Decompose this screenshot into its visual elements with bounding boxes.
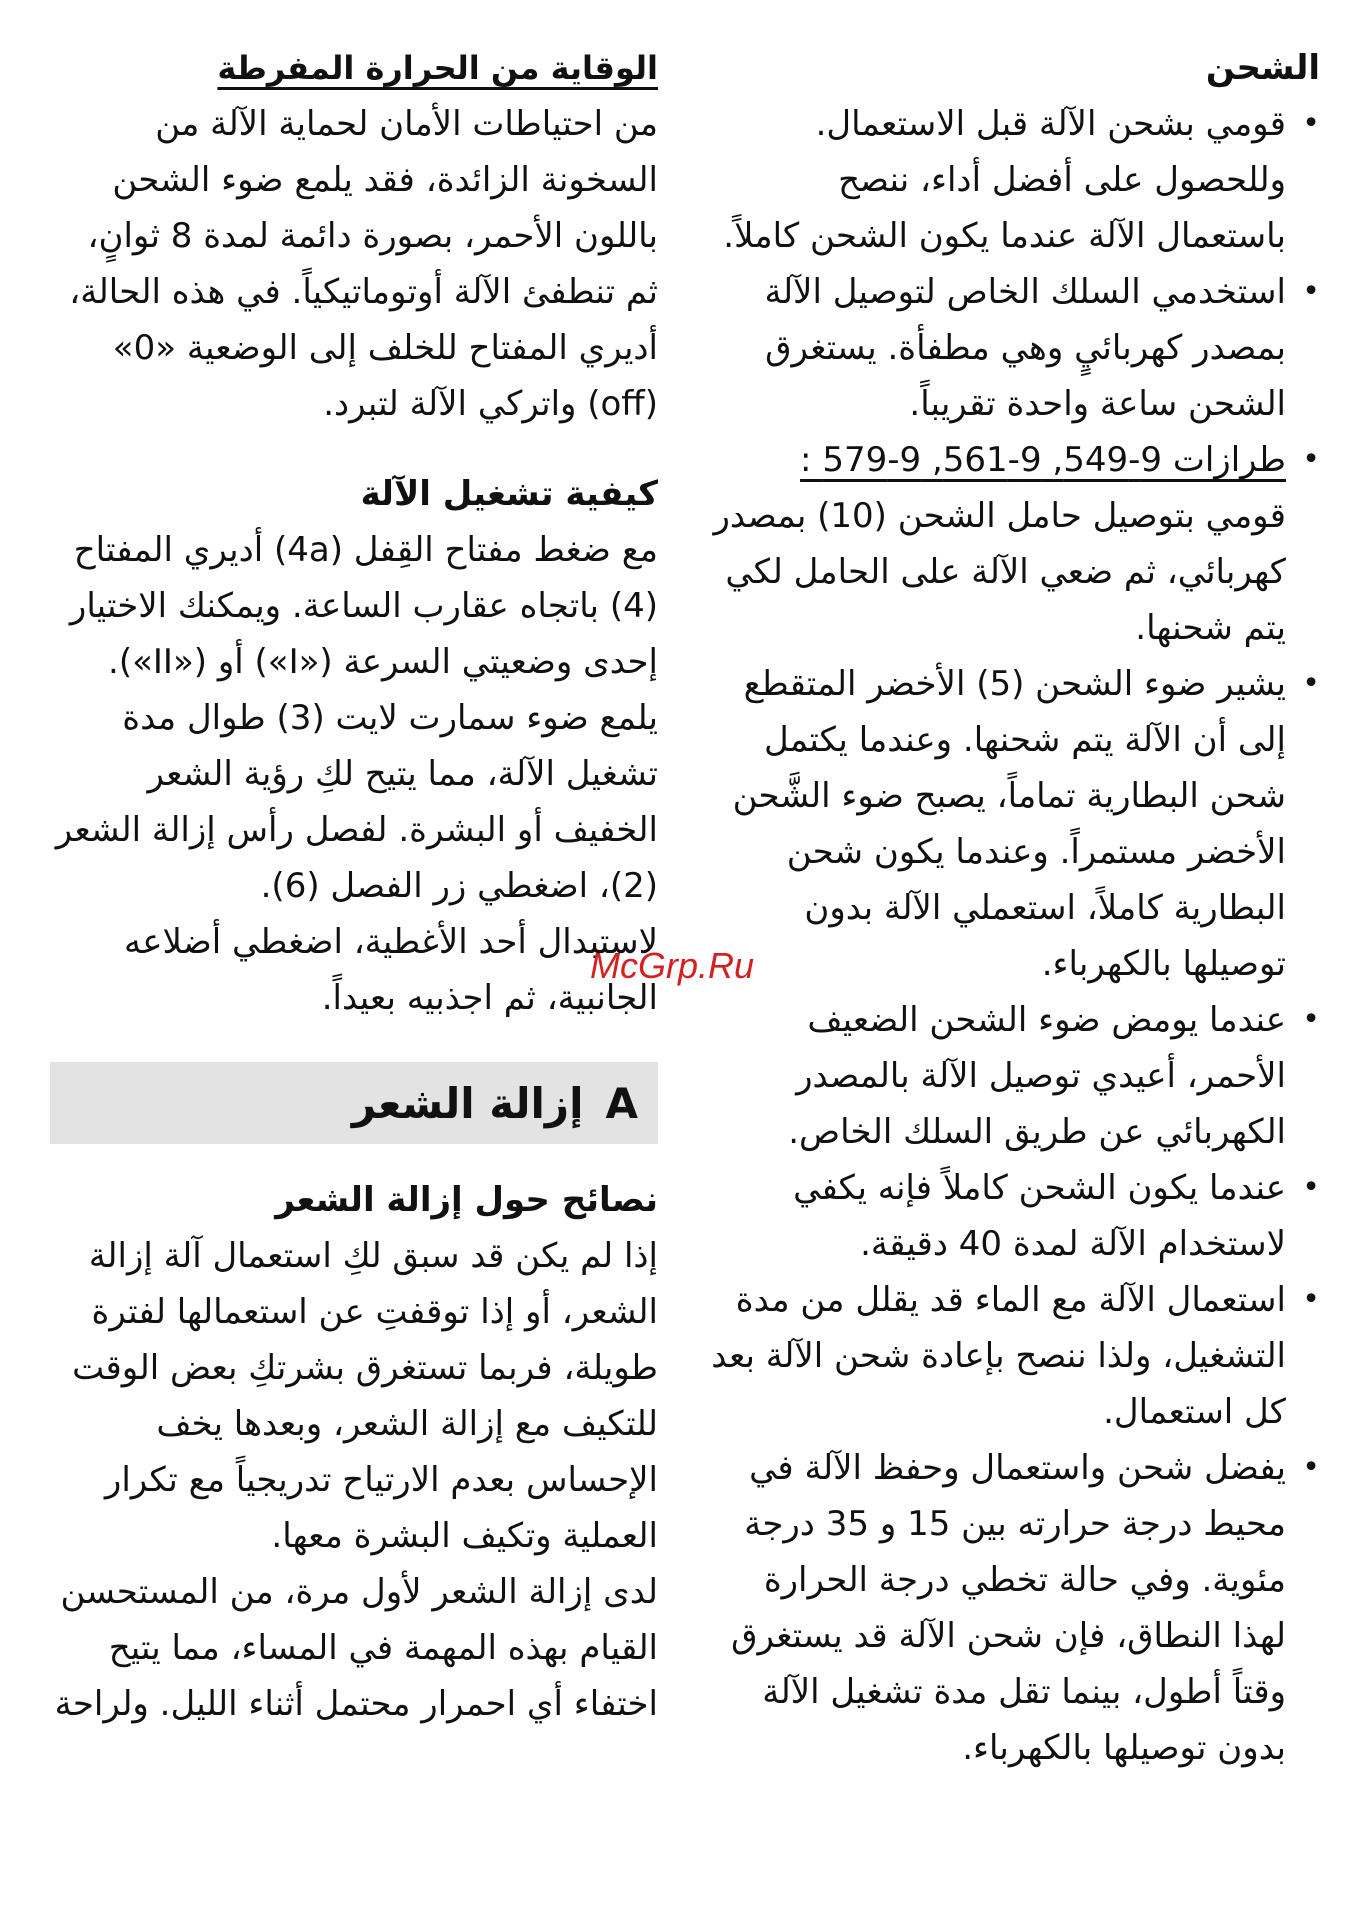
bullet-icon: •: [1302, 1282, 1320, 1317]
list-item-models: [700, 432, 1320, 656]
overheat-title: الوقاية من الحرارة المفرطة: [217, 49, 658, 87]
tips-text-1: إذا لم يكن قد سبق لكِ استعمال آلة إزالة الشعر، أو إذا توقفتِ عن استعمالها لفترة طويلة، فربما تستغرق بشرتكِ بعض الوقت للتكيف مع إزالة الشعر، وبعدها يخف الإحساس بعدم الارتياح تدريجياً مع تكرار العملية وتكيف البشرة معها.: [72, 1236, 658, 1556]
charging-bullet-list: [700, 96, 1320, 1776]
list-item: • استخدمي السلك الخاص لتوصيل الآلة بمصدر كهربائيٍ وهي مطفأة. يستغرق الشحن ساعة واحدة تقريباً.: [700, 264, 1320, 432]
list-item: • يشير ضوء الشحن (5) الأخضر المتقطع إلى أن الآلة يتم شحنها. وعندما يكتمل شحن البطارية تماماً، يصبح ضوء الشَّحن الأخضر مستمراً. وعندما يكون شحن البطارية كاملاً، استعملي الآلة بدون توصيلها بالكهرباء.: [700, 656, 1320, 992]
section-title: إزالة الشعر: [351, 1078, 584, 1128]
models-text: قومي بتوصيل حامل الشحن (10) بمصدر كهربائي، ثم ضعي الآلة على الحامل لكي يتم شحنها.: [713, 496, 1286, 648]
bullet-icon: •: [1302, 106, 1320, 141]
overheat-text: من احتياطات الأمان لحماية الآلة من السخونة الزائدة، فقد يلمع ضوء الشحن باللون الأحمر، بصورة دائمة لمدة 8 ثوانٍ، ثم تنطفئ الآلة أوتوماتيكياً. في هذه الحالة، أديري المفتاح للخلف إلى الوضعية «0» (off) واتركي الآلة لتبرد.: [69, 104, 658, 424]
list-item: • استعمال الآلة مع الماء قد يقلل من مدة التشغيل، ولذا ننصح بإعادة شحن الآلة بعد كل استعمال.: [700, 1272, 1320, 1440]
watermark: McGrp.Ru: [590, 945, 755, 986]
caps-text: لاستبدال أحد الأغطية، اضغطي أضلاعه الجانبية، ثم اجذبيه بعيداً.: [124, 922, 658, 1018]
operation-text: مع ضغط مفتاح القِفل (4a) أديري المفتاح (4) باتجاه عقارب الساعة. ويمكنك الاختيار إحدى وضعيتي السرعة («I») أو («II»). يلمع ضوء سمارت لايت (3) طوال مدة تشغيل الآلة، مما يتيح لكِ رؤية الشعر الخفيف أو البشرة. لفصل رأس إزالة الشعر (2)، اضغطي زر الفصل (6).: [55, 530, 658, 906]
charging-title: الشحن: [1205, 48, 1320, 88]
list-item: • قومي بشحن الآلة قبل الاستعمال. وللحصول على أفضل أداء، ننصح باستعمال الآلة عندما يكون الشحن كاملاً.: [700, 96, 1320, 264]
bullet-icon: •: [1302, 1170, 1320, 1205]
section-header-box: [50, 1062, 658, 1144]
bullet-icon: •: [1302, 442, 1320, 477]
bullet-icon: •: [1302, 1450, 1320, 1485]
list-item: • عندما يومض ضوء الشحن الضعيف الأحمر، أعيدي توصيل الآلة بالمصدر الكهربائي عن طريق السلك الخاص.: [700, 992, 1320, 1160]
bullet-icon: •: [1302, 1002, 1320, 1037]
models-label: طرازات 9-549, 9-561, 9-579 :: [800, 440, 1286, 480]
spacer: [50, 432, 658, 466]
tips-text-2: لدى إزالة الشعر لأول مرة، من المستحسن القيام بهذه المهمة في المساء، مما يتيح اختفاء أي احمرار محتمل أثناء الليل. ولراحة: [54, 1572, 658, 1724]
tips-title: نصائح حول إزالة الشعر: [275, 1180, 658, 1220]
operation-title: كيفية تشغيل الآلة: [360, 474, 658, 514]
right-column: [700, 40, 1320, 1776]
left-column: [50, 40, 658, 1732]
bullet-icon: •: [1302, 666, 1320, 701]
list-item: • عندما يكون الشحن كاملاً فإنه يكفي لاستخدام الآلة لمدة 40 دقيقة.: [700, 1160, 1320, 1272]
bullet-icon: •: [1302, 274, 1320, 309]
section-letter: A: [605, 1078, 638, 1128]
list-item: • يفضل شحن واستعمال وحفظ الآلة في محيط درجة حرارته بين 15 و 35 درجة مئوية. وفي حالة تخطي درجة الحرارة لهذا النطاق، فإن شحن الآلة قد يستغرق وقتاً أطول، بينما تقل مدة تشغيل الآلة بدون توصيلها بالكهرباء.: [700, 1440, 1320, 1776]
